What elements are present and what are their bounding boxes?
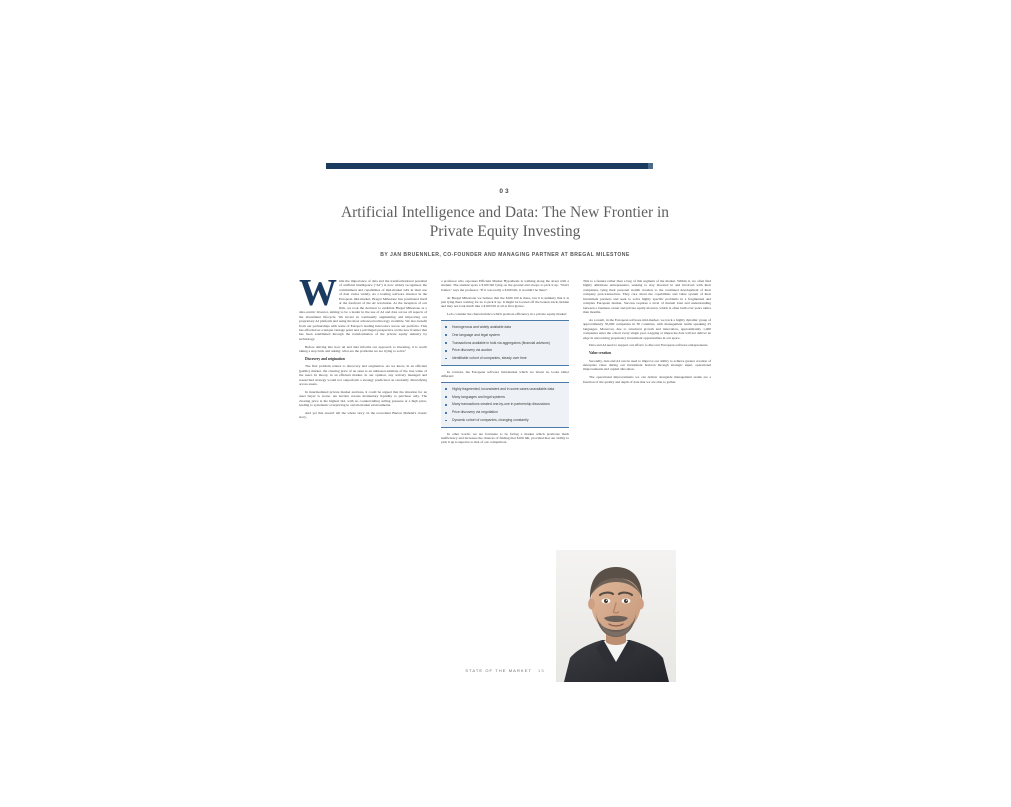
- column-three-paragraph-1: This is a feature rather than a bug of this segment of the market. Within it, we often find highly ambitious entrepreneurs, seeking to stay invested in and involved with their companies, tying their personal wealth creation to the continued development of their company post-transaction. They care about the capabilities and value system of their investment partners and seek to solve highly specific problems in a fragmented and complex European market. Success requires a level of mutual trust and understanding between a business owner and private equity investor, which is often built over years rather than months.: [583, 279, 711, 315]
- column-one-paragraph-5: And yet this doesn't tell the whole story. In the economist Burton Malkiel's classic story,: [299, 410, 427, 420]
- list-item: [445, 341, 564, 345]
- article-column-one: [299, 272, 427, 423]
- article-column-three: [583, 279, 711, 387]
- square-bullet-icon: [445, 412, 447, 414]
- subhead-value-creation: Value creation: [589, 350, 612, 355]
- list-item: [445, 348, 564, 352]
- footer-page-number: 13: [538, 668, 545, 673]
- portrait-illustration: [556, 550, 676, 682]
- list-item-label: One language and legal system: [452, 332, 500, 337]
- column-one-paragraph-2: Before delving into how AI and data informs our approach to investing, it is worth taking a step back and asking: what are the problems we are trying to solve?: [299, 344, 427, 353]
- column-one-paragraph-4: In intermediated private market auctions, it could be argued that the situation for an asset buyer is worse. An auction creates momentary liquidity to purchase only. The clearing price is the highest bid, with no countervailing selling pressure at a high price, leading to systematic overpricing in certain market environments.: [299, 389, 427, 408]
- column-three-paragraph-5: The operational improvements we can deliver alongside management teams are a function of the quality and depth of data that we are able to gather.: [583, 375, 711, 384]
- magazine-page: [290, 130, 720, 710]
- list-item: [445, 410, 564, 414]
- list-item-label: Price discovery via negotiation: [452, 410, 498, 415]
- header-rule-bar-tip: [648, 163, 653, 169]
- list-item: [445, 402, 564, 406]
- column-three-paragraph-2: As a result, in the European software mid-market, we track a highly dynamic group of approximately 35,000 companies in 30 countries, with management teams speaking 25 languages. Moreover, due to structural growth and innovation, approximately 1,400 companies enter the cohort every single year. Lagging or imprecise data will not deliver an edge in uncovering proprietary investment opportunities in our space.: [583, 317, 711, 340]
- square-bullet-icon: [445, 404, 447, 406]
- list-item: [445, 418, 564, 422]
- square-bullet-icon: [445, 420, 447, 422]
- column-two-paragraph-3: Let's consider the characteristics which promote efficiency in a private equity market:: [447, 312, 568, 317]
- square-bullet-icon: [445, 350, 447, 352]
- list-item-label: Price discovery via auction: [452, 348, 493, 353]
- list-item: [445, 387, 564, 391]
- list-item: [445, 356, 564, 360]
- subhead-discovery-and-origination: Discovery and origination: [305, 356, 345, 361]
- list-item: [445, 325, 564, 329]
- list-one: [445, 325, 564, 361]
- square-bullet-icon: [445, 396, 447, 398]
- square-bullet-icon: [445, 326, 447, 328]
- column-one-paragraph-1: While the importance of data and the transformational potential of artificial intelligence ("AI") is now widely recognised, the commitment and capabilities of mid-market GPs in their use of data varies widely. As a leading software investor in the European mid-market, Bregal Milestone has positioned itself at the forefront of the AI revolution. At the inception of our firm, we took the decision to establish Bregal Milestone as a data-centric investor, aiming to be a leader in the use of AI and data across all aspects of the investment lifecycle. We invest in continually augmenting and improving our proprietary AI platform and using the most advanced technology available. We also benefit from our partnerships with some of Europe's leading innovators across our portfolio. This has afforded us a unique vantage point and a privileged perspective on the new frontier that has been established through the transformation of the private equity industry by technology.: [299, 272, 427, 341]
- column-two-paragraph-2: At Bregal Milestone we believe that the $100 bill is there, but it is unlikely that it is just lying there waiting for us to pick it up. It might be located off the beaten track, hidden and may not look much like a $100 bill at all at first glance.: [441, 295, 569, 309]
- header-rule-bar: [326, 163, 648, 169]
- list-item-label: Homogenous and widely available data: [452, 324, 511, 329]
- page-footer: [290, 668, 720, 673]
- square-bullet-icon: [445, 334, 447, 336]
- article-column-two: [441, 279, 569, 448]
- list-item-label: Many transactions created one-by-one in partnership discussions: [452, 402, 550, 407]
- list-item-label: Highly fragmented, inconsistent and in some cases unavailable data: [452, 386, 555, 391]
- column-two-paragraph-4: In contrast, the European software mid-market which we invest in, looks rather different:: [441, 369, 569, 379]
- list-item-label: Transactions available in bulk via aggregators (financial advisors): [452, 340, 550, 345]
- drop-cap: W: [299, 272, 337, 314]
- square-bullet-icon: [445, 388, 447, 390]
- list-item-label: Dynamic cohort of companies, changing constantly: [452, 418, 529, 423]
- square-bullet-icon: [445, 358, 447, 360]
- list-item: [445, 395, 564, 399]
- column-two-paragraph-1: a professor who espouses Efficient Market Hypothesis is walking along the street with a student. The student spots a $100 bill lying on the ground and stoops to pick it up. "Don't bother," says the professor. "If it was really a $100 bill, it wouldn't be there".: [441, 279, 569, 292]
- column-one-paragraph-3: The first problem relates to discovery and origination. As we know, in an efficient (public) market, the clearing price of an asset is an unbiased estimate of the true value of the asset. In theory, in an efficient market, in our opinion, any actively managed and researched strategy would not outperform a strategy predicated on randomly diversifying across assets.: [299, 364, 427, 387]
- european-midmarket-characteristics-box: [441, 382, 569, 428]
- list-item-label: Many languages and legal systems: [452, 394, 505, 399]
- square-bullet-icon: [445, 342, 447, 344]
- page-title: Artificial Intelligence and Data: The New Frontier in Private Equity Investing: [340, 204, 670, 240]
- list-item-label: Identifiable cohort of companies, steady over time: [452, 356, 527, 361]
- list-item: [445, 333, 564, 337]
- author-portrait-photo: [556, 550, 676, 682]
- column-three-paragraph-3: Data and AI need to support our efforts to discover European software entrepreneurs.: [589, 343, 709, 348]
- efficiency-characteristics-box: [441, 320, 569, 366]
- footer-label: STATE OF THE MARKET: [465, 668, 533, 673]
- column-two-paragraph-5: In other words, we are fortunate to be facing a market which promotes mark inefficiency and increases the chances of finding that $100 bill, provided that our ability to pick it up is superior to that of our competitors.: [441, 431, 569, 445]
- column-three-paragraph-4: Secondly, data and AI can be used to improve our ability to achieve greater creation of enterprise value during our investment horizon through strategic input, operational improvements and capital allocation.: [583, 358, 711, 372]
- list-two: [445, 387, 564, 423]
- chapter-number: 03: [499, 188, 511, 195]
- byline: BY JAN BRUENNLER, CO-FOUNDER AND MANAGING PARTNER AT BREGAL MILESTONE: [380, 252, 630, 258]
